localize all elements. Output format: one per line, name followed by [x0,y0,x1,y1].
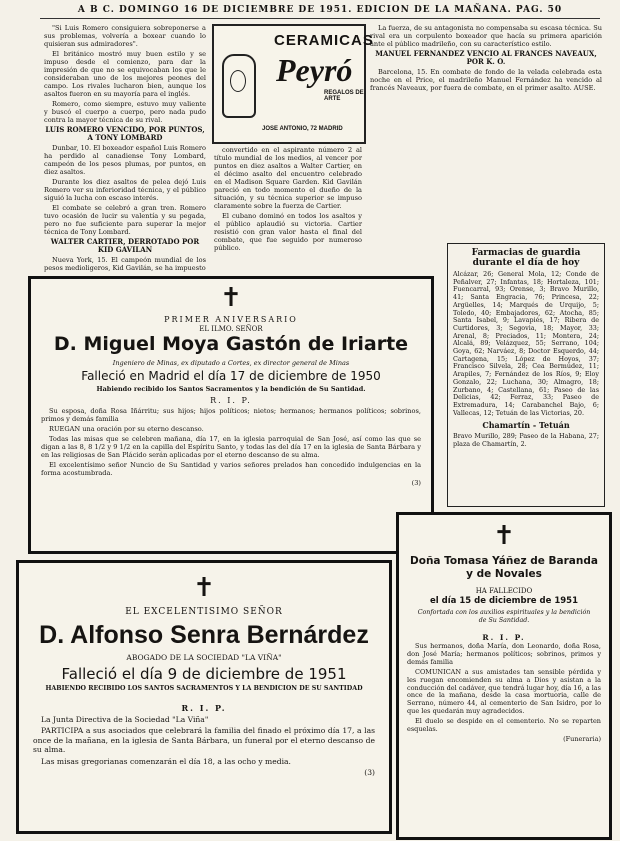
article-paragraph: Nueva York, 15. El campeón mundial de los pesos medioligeros, Kid Gavilán, se ha impuesto [44,256,206,272]
article-paragraph: "Si Luis Romero consiguiera sobreponerse a sus problemas, volvería a boxear cuando lo quisieran sus admiradores". [44,24,206,48]
pharmacies-list-2: Bravo Murillo, 289; Paseo de la Habana, 27; plaza de Chamartín, 2. [453,432,599,449]
notice-paragraph: RUEGAN una oración por su eterno descanso. [49,425,204,433]
death-date: Falleció en Madrid el día 17 de diciembre de 1950 [81,369,381,383]
notice-paragraph: COMUNICAN a sus amistades tan sensible pérdida y les ruegan encomienden su alma a Dios y asistan a la conducción del cadáver, que tendrá lugar hoy, día 16, a las once de la mañana, desde la casa mortuoria, calle de Serrano, número 44, al cementerio de San Isidro, por lo que les quedarán muy agradecidos. [407,667,601,716]
notice-paragraph: Sus hermanos, doña María, don Leonardo, doña Rosa, don José María; hermanos políticos; sobrinos, primos y demás familia [407,642,601,666]
notice-paragraph: PARTICIPA a sus asociados que celebrará la familia del finado el próximo día 17, a las once de la mañana, en la iglesia de Santa Bárbara, un funeral por el eterno descanso de su alma. [33,726,375,755]
article-paragraph: El británico mostró muy buen estilo y se impuso desde el comienzo, para dar la impresión de que no se equivocaban los que le consideraban uno de los mejores peones del campo. Los rivales lucharon bien, aunque los asaltos fueron en su mayoría para el inglés. [44,50,206,98]
sacraments-line: Habiendo recibido los Santos Sacramentos y la bendición de Su Santidad. [96,385,366,393]
ad-tagline: REGALOS DE ARTE [324,90,364,102]
ha-fallecido-label: HA FALLECIDO [475,587,533,595]
title-label: EL EXCELENTISIMO SEÑOR [125,607,283,617]
obituary-senra [16,560,392,834]
ceramicas-peyro-ad [212,24,374,144]
death-date: Falleció el día 9 de diciembre de 1951 [61,665,347,683]
sacraments-line: Confortada con los auxilios espirituales y la bendición de Su Santidad. [417,609,591,624]
notice-paragraph: Todas las misas que se celebren mañana, día 17, en la iglesia parroquial de San José, así como las que se digan a las 8, 8 1/2 y 9 1/2 en la capilla del Espíritu Santo, y todas las del día 17 en la iglesia de Santa Bárbara y en las religiosas de San Plácido serán aplicadas por el eterno descanso de su alma. [41,435,421,459]
notice-body [33,715,375,825]
title-label: EL ILMO. SEÑOR [199,325,263,333]
article-paragraph: El combate se celebró a gran tren. Romero tuvo ocasión de lucir su valentía y su pegada, pero no fue suficiente para superar la mejor técnica de Tony Lombard. [44,204,206,236]
notice-paragraph: Su esposa, doña Rosa Iñárritu; sus hijos; hijos políticos; nietos; hermanos; hermanos políticos; sobrinos, primos y demás familia [41,407,421,423]
notice-body [41,407,421,543]
deceased-description: ABOGADO DE LA SOCIEDAD "LA VIÑA" [126,653,282,662]
pharmacies-subtitle: Chamartín - Tetuán [482,420,570,431]
notice-code: (3) [364,768,375,778]
cross-icon: ✝ [193,573,215,603]
obituary-moya [28,276,434,554]
right-column [370,24,602,234]
rip-label: R. I. P. [181,703,227,713]
ad-address: JOSE ANTONIO, 72 MADRID [262,126,343,132]
anniversary-label: PRIMER ANIVERSARIO [164,315,298,324]
page-header: A B C. DOMINGO 16 DE DICIEMBRE DE 1951. EDICION DE LA MAÑANA. PAG. 50 [40,2,600,19]
deceased-name: Doña Tomasa Yáñez de Baranda y de Novales [410,555,598,580]
article-paragraph: Romero, como siempre, estuvo muy valiente y buscó el cuerpo a cuerpo, pero nada pudo contra la mayor técnica de su rival. [44,100,206,124]
article-headline: WALTER CARTIER, DERROTADO POR KID GAVILAN [50,237,200,254]
middle-article [214,146,362,250]
notice-paragraph: El duelo se despide en el cementerio. No se reparten esquelas. [407,717,601,734]
article-paragraph: La fuerza, de su antagonista no compensaba su escasa técnica. Su rival era un corpulento boxeador que hacía su primera aparición ante el público madrileño, con su característico estilo. [370,24,602,48]
article-paragraph: Barcelona, 15. En combate de fondo de la velada celebrada esta noche en el Price, el madrileño Manuel Fernández ha vencido al francés Naveaux, por fuera de combate, en el primer asalto. AUSE. [370,68,602,92]
cross-icon: ✝ [220,283,242,313]
deceased-name: D. Alfonso Senra Bernárdez [39,621,369,649]
cross-icon: ✝ [493,521,515,551]
article-headline: MANUEL FERNANDEZ VENCIO AL FRANCES NAVEAUX, POR K. O. [375,49,597,66]
article-paragraph: Durante los diez asaltos de pelea dejó Luis Romero ver su inferioridad técnica, y el público siguió la lucha con escaso interés. [44,178,206,202]
notice-code: (Funeraria) [563,734,601,743]
pharmacies-title: Farmacias de guardia durante el día de hoy [471,248,581,268]
deceased-description: Ingeniero de Minas, ex diputado a Cortes, ex director general de Minas [112,359,350,367]
pharmacies-box [447,243,605,507]
pharmacies-list: Alcázar, 26; General Mola, 12; Conde de Peñalver, 27; Infantas, 18; Hortaleza, 101; Fuencarral, 93; Orense, 3; Bravo Murillo, 41; Santa Engracia, 76; Princesa, 22; Argüelles, 14; Marqués de Urquijo, 5; Toledo, 40; Embajadores, 62; Atocha, 85; Santa Isabel, 9; Lavapiés, 17; Ribera de Curtidores, 3; Segovia, 18; Mayor, 33; Arenal, 8; Preciados, 11; Montera, 24; Alcalá, 89; Velázquez, 55; Serrano, 104; Goya, 62; Narváez, 8; Doctor Esquerdo, 44; Cartagena, 15; López de Hoyos, 37; Francisco Silvela, 28; Cea Bermúdez, 11; Arapiles, 7; Fernández de los Ríos, 9; Eloy Gonzalo, 22; Luchana, 30; Almagro, 18; Zurbano, 4; Castellana, 61; Paseo de las Delicias, 42; Ferraz, 33; Paseo de Extremadura, 14; Carabanchel Bajo, 6; Vallecas, 12; Tetuán de las Victorias, 20. [453,270,599,417]
rip-label: R. I. P. [482,633,526,642]
ad-brand: Peyró [276,52,353,88]
notice-body [407,643,601,831]
article-paragraph: convertido en el aspirante número 2 al título mundial de los medios, al vencer por puntos en diez asaltos a Walter Cartier, en el décimo asalto del encuentro celebrado en el Madison Square Garden. Kid Gavilán pareció en todo momento el dueño de la situación, y su técnica superior se impuso claramente sobre la fuerza de Cartier. [214,146,362,210]
death-date: el día 15 de diciembre de 1951 [430,596,578,606]
article-headline: LUIS ROMERO VENCIDO, POR PUNTOS, A TONY LOMBARD [45,125,205,142]
notice-paragraph: El excelentísimo señor Nuncio de Su Santidad y varios señores prelados han concedido indulgencias en la forma acostumbrada. [41,461,421,477]
article-paragraph: Dunbar, 10. El boxeador español Luis Romero ha perdido al canadiense Tony Lombard, campeón de los pesos plumas, por puntos, en diez asaltos. [44,144,206,176]
ad-title: CERAMICAS [274,32,374,49]
notice-paragraph: Las misas gregorianas comenzarán el día 18, a las ocho y media. [41,756,291,766]
deceased-name: D. Miguel Moya Gastón de Iriarte [53,333,409,355]
left-column [44,24,206,272]
obituary-yanez [396,512,612,840]
notice-paragraph: La Junta Directiva de la Sociedad "La Viña" [41,715,209,724]
article-paragraph: El cubano dominó en todos los asaltos y el público aplaudió su victoria. Cartier resistió con gran valor hasta el final del combate, que fue seguido por numeroso público. [214,212,362,252]
vase-icon [222,54,256,118]
sacraments-line: HABIENDO RECIBIDO LOS SANTOS SACRAMENTOS Y LA BENDICION DE SU SANTIDAD [45,685,363,692]
notice-code: (3) [411,479,421,487]
rip-label: R. I. P. [210,396,252,405]
